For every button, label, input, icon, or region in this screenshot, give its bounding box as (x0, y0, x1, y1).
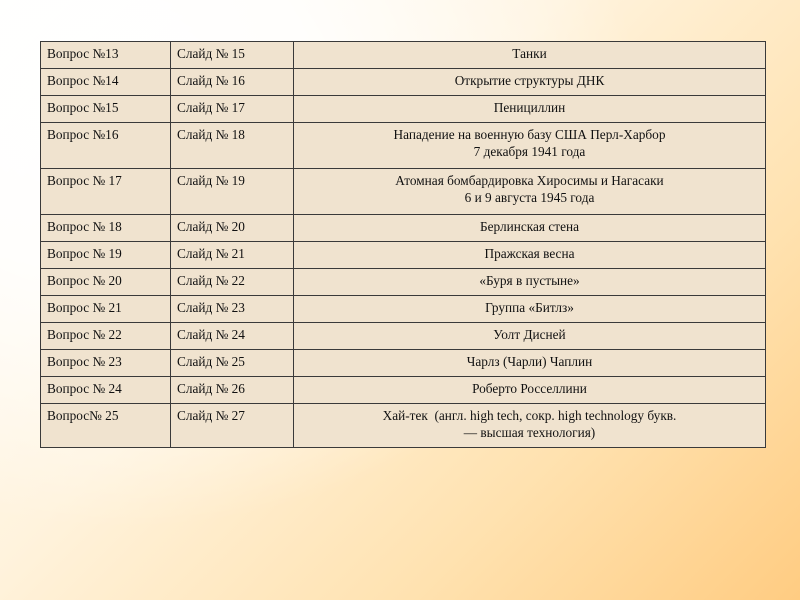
question-number-cell: Вопрос №14 (41, 69, 171, 96)
table-row (41, 404, 766, 448)
slide-number-cell: Слайд № 18 (171, 123, 294, 169)
answer-cell (294, 404, 766, 448)
answer-cell (294, 269, 766, 296)
table-row (41, 269, 766, 296)
answer-line: Нападение на военную базу США Перл-Харбор (393, 127, 666, 142)
question-number-cell: Вопрос № 24 (41, 377, 171, 404)
slide-number-cell: Слайд № 26 (171, 377, 294, 404)
slide-number-cell: Слайд № 22 (171, 269, 294, 296)
answer-line: Уолт Дисней (493, 327, 566, 342)
answer-cell (294, 377, 766, 404)
answer-line: Танки (512, 46, 547, 61)
question-number-cell: Вопрос № 21 (41, 296, 171, 323)
answer-line: «Буря в пустыне» (479, 273, 580, 288)
table-row (41, 123, 766, 169)
answer-cell (294, 350, 766, 377)
answer-cell (294, 242, 766, 269)
answer-cell (294, 215, 766, 242)
table-row (41, 215, 766, 242)
answer-cell (294, 323, 766, 350)
answer-cell (294, 169, 766, 215)
answer-cell (294, 42, 766, 69)
answer-line: Пенициллин (493, 100, 566, 115)
slide-number-cell: Слайд № 20 (171, 215, 294, 242)
slide-number-cell: Слайд № 16 (171, 69, 294, 96)
question-number-cell: Вопрос№ 25 (41, 404, 171, 448)
question-number-cell: Вопрос № 20 (41, 269, 171, 296)
answer-line: Хай-тек (англ. high tech, сокр. high technology букв. (382, 408, 677, 423)
slide-number-cell: Слайд № 27 (171, 404, 294, 448)
answer-line: Открытие структуры ДНК (454, 73, 605, 88)
slide-number-cell: Слайд № 24 (171, 323, 294, 350)
answer-cell (294, 96, 766, 123)
table-row (41, 242, 766, 269)
slide-number-cell: Слайд № 21 (171, 242, 294, 269)
question-number-cell: Вопрос № 17 (41, 169, 171, 215)
table-row (41, 296, 766, 323)
slide-number-cell: Слайд № 17 (171, 96, 294, 123)
answer-line: Роберто Росселлини (472, 381, 587, 396)
answer-line: Берлинская стена (479, 219, 579, 234)
question-number-cell: Вопрос №15 (41, 96, 171, 123)
table-row (41, 350, 766, 377)
slide-number-cell: Слайд № 25 (171, 350, 294, 377)
slide-number-cell: Слайд № 23 (171, 296, 294, 323)
table-row (41, 69, 766, 96)
table-row (41, 96, 766, 123)
question-number-cell: Вопрос № 19 (41, 242, 171, 269)
table-row (41, 323, 766, 350)
answer-line: — высшая технология) (463, 425, 596, 440)
questions-table (40, 41, 766, 448)
answer-line: Атомная бомбардировка Хиросимы и Нагасаки (395, 173, 664, 188)
answer-line: 7 декабря 1941 года (473, 144, 586, 159)
answer-line: Группа «Битлз» (485, 300, 574, 315)
answer-line: 6 и 9 августа 1945 года (464, 190, 595, 205)
answer-cell (294, 69, 766, 96)
answer-cell (294, 123, 766, 169)
answer-line: Чарлз (Чарли) Чаплин (466, 354, 593, 369)
answer-line: Пражская весна (484, 246, 575, 261)
table-row (41, 377, 766, 404)
table-row (41, 169, 766, 215)
questions-table-body (41, 42, 766, 448)
slide-number-cell: Слайд № 15 (171, 42, 294, 69)
question-number-cell: Вопрос №13 (41, 42, 171, 69)
question-number-cell: Вопрос № 22 (41, 323, 171, 350)
slide-number-cell: Слайд № 19 (171, 169, 294, 215)
answer-cell (294, 296, 766, 323)
question-number-cell: Вопрос № 18 (41, 215, 171, 242)
question-number-cell: Вопрос № 23 (41, 350, 171, 377)
question-number-cell: Вопрос №16 (41, 123, 171, 169)
table-row (41, 42, 766, 69)
